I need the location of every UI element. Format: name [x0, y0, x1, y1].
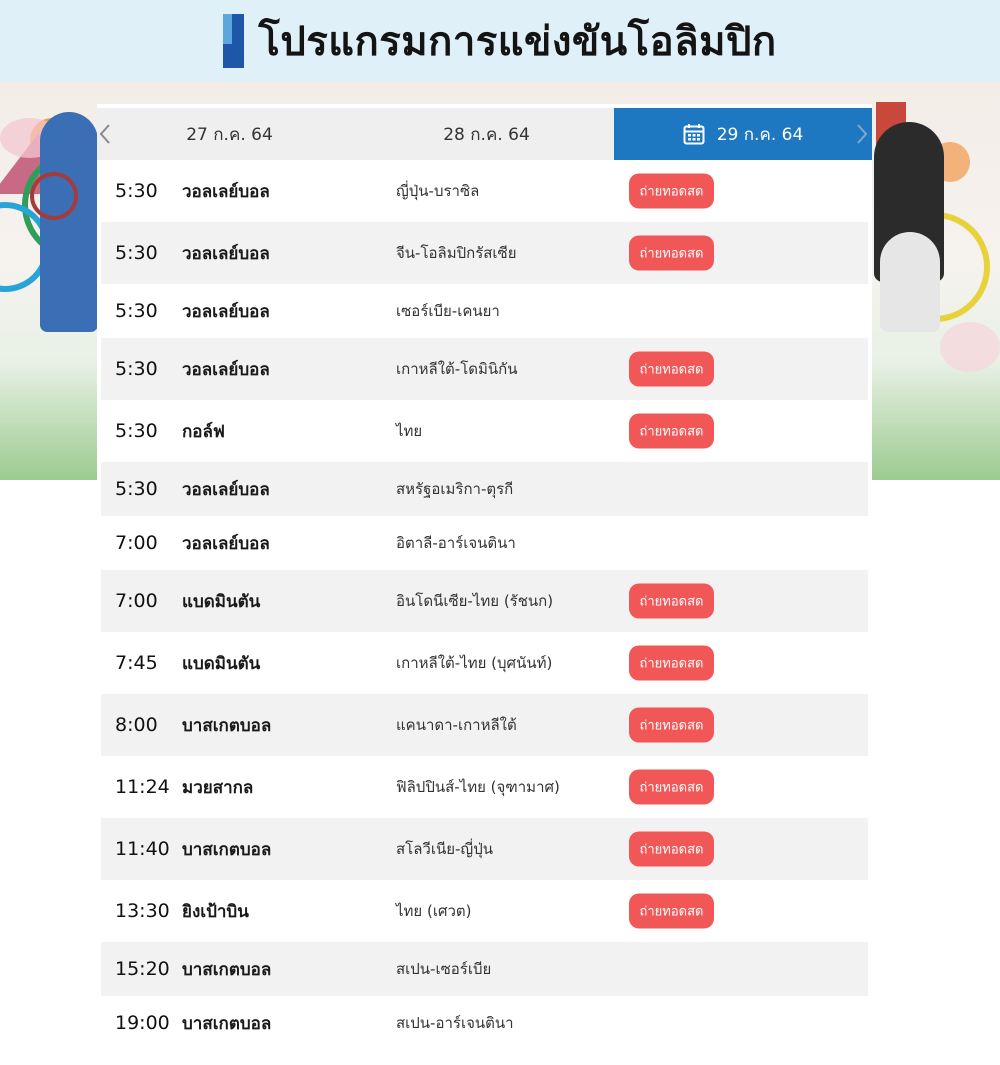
event-time: 5:30	[115, 300, 158, 322]
event-sport: บาสเกตบอล	[182, 1013, 272, 1034]
karate-athlete-image	[880, 232, 940, 332]
live-stream-button[interactable]: ถ่ายทอดสด	[629, 584, 714, 619]
tab-date-label: 27 ก.ค. 64	[186, 124, 273, 145]
event-time: 19:00	[115, 1012, 170, 1034]
event-match: แคนาดา-เกาหลีใต้	[396, 716, 517, 734]
event-match: สเปน-เซอร์เบีย	[396, 960, 492, 978]
tab-date-3[interactable]	[614, 108, 872, 160]
event-time: 5:30	[115, 180, 158, 202]
live-stream-button[interactable]: ถ่ายทอดสด	[629, 832, 714, 867]
tab-date-label: 28 ก.ค. 64	[443, 124, 530, 145]
event-match: สโลวีเนีย-ญี่ปุ่น	[396, 840, 493, 858]
event-match: อิตาลี-อาร์เจนตินา	[396, 534, 516, 552]
event-match: สหรัฐอเมริกา-ตุรกี	[396, 480, 514, 498]
table-row	[101, 570, 868, 632]
event-sport: วอลเลย์บอล	[182, 359, 270, 380]
event-time: 5:30	[115, 478, 158, 500]
event-sport: แบดมินตัน	[182, 591, 261, 612]
event-time: 11:24	[115, 776, 170, 798]
table-row	[101, 756, 868, 818]
event-sport: บาสเกตบอล	[182, 715, 272, 736]
event-sport: วอลเลย์บอล	[182, 181, 270, 202]
chevron-left-icon[interactable]	[95, 120, 115, 148]
table-row	[101, 160, 868, 222]
table-row	[101, 462, 868, 516]
live-stream-button[interactable]: ถ่ายทอดสด	[629, 646, 714, 681]
table-row	[101, 942, 868, 996]
event-match: ฟิลิปปินส์-ไทย (จุฑามาศ)	[396, 778, 560, 796]
table-row	[101, 632, 868, 694]
live-stream-button[interactable]: ถ่ายทอดสด	[629, 352, 714, 387]
event-sport: บาสเกตบอล	[182, 959, 272, 980]
event-sport: แบดมินตัน	[182, 653, 261, 674]
event-sport: วอลเลย์บอล	[182, 243, 270, 264]
date-tabs	[97, 108, 872, 160]
table-row	[101, 284, 868, 338]
calendar-icon	[683, 123, 705, 145]
event-match: สเปน-อาร์เจนตินา	[396, 1014, 514, 1032]
event-time: 15:20	[115, 958, 170, 980]
live-stream-button[interactable]: ถ่ายทอดสด	[629, 174, 714, 209]
event-time: 7:45	[115, 652, 158, 674]
event-match: อินโดนีเซีย-ไทย (รัชนก)	[396, 592, 554, 610]
tab-date-2[interactable]	[374, 108, 599, 160]
table-row	[101, 818, 868, 880]
live-stream-button[interactable]: ถ่ายทอดสด	[629, 708, 714, 743]
event-sport: วอลเลย์บอล	[182, 533, 270, 554]
table-row	[101, 516, 868, 570]
event-sport: มวยสากล	[182, 777, 254, 798]
table-row	[101, 996, 868, 1050]
page-header	[0, 0, 1000, 82]
live-stream-button[interactable]: ถ่ายทอดสด	[629, 414, 714, 449]
live-stream-button[interactable]: ถ่ายทอดสด	[629, 236, 714, 271]
event-time: 7:00	[115, 532, 158, 554]
event-time: 7:00	[115, 590, 158, 612]
event-time: 13:30	[115, 900, 170, 922]
event-sport: วอลเลย์บอล	[182, 479, 270, 500]
table-row	[101, 400, 868, 462]
live-stream-button[interactable]: ถ่ายทอดสด	[629, 770, 714, 805]
tab-date-label: 29 ก.ค. 64	[716, 124, 804, 145]
event-match: ไทย	[396, 422, 423, 440]
event-match: เกาหลีใต้-ไทย (บุศนันท์)	[396, 654, 553, 672]
table-row	[101, 694, 868, 756]
event-sport: ยิงเป้าบิน	[182, 901, 249, 922]
event-sport: บาสเกตบอล	[182, 839, 272, 860]
event-match: เซอร์เบีย-เคนยา	[396, 302, 500, 320]
event-match: จีน-โอลิมปิกรัสเซีย	[396, 244, 517, 262]
page-title: โปรแกรมการแข่งขันโอลิมปิก	[258, 19, 777, 65]
event-sport: กอล์ฟ	[182, 421, 225, 442]
table-row	[101, 338, 868, 400]
live-stream-button[interactable]: ถ่ายทอดสด	[629, 894, 714, 929]
table-row	[101, 880, 868, 942]
event-time: 8:00	[115, 714, 158, 736]
event-time: 5:30	[115, 242, 158, 264]
event-time: 11:40	[115, 838, 170, 860]
tennis-player-image	[40, 112, 98, 332]
chevron-right-icon[interactable]	[852, 120, 872, 148]
table-row	[101, 222, 868, 284]
event-match: ญี่ปุ่น-บราซิล	[396, 182, 480, 200]
event-match: เกาหลีใต้-โดมินิกัน	[396, 360, 518, 378]
tab-date-1[interactable]	[117, 108, 342, 160]
schedule-panel	[97, 104, 872, 1065]
event-time: 5:30	[115, 420, 158, 442]
event-sport: วอลเลย์บอล	[182, 301, 270, 322]
brand-logo-icon	[223, 14, 244, 68]
event-match: ไทย (เศวต)	[396, 902, 472, 920]
schedule-list	[101, 160, 868, 1050]
event-time: 5:30	[115, 358, 158, 380]
